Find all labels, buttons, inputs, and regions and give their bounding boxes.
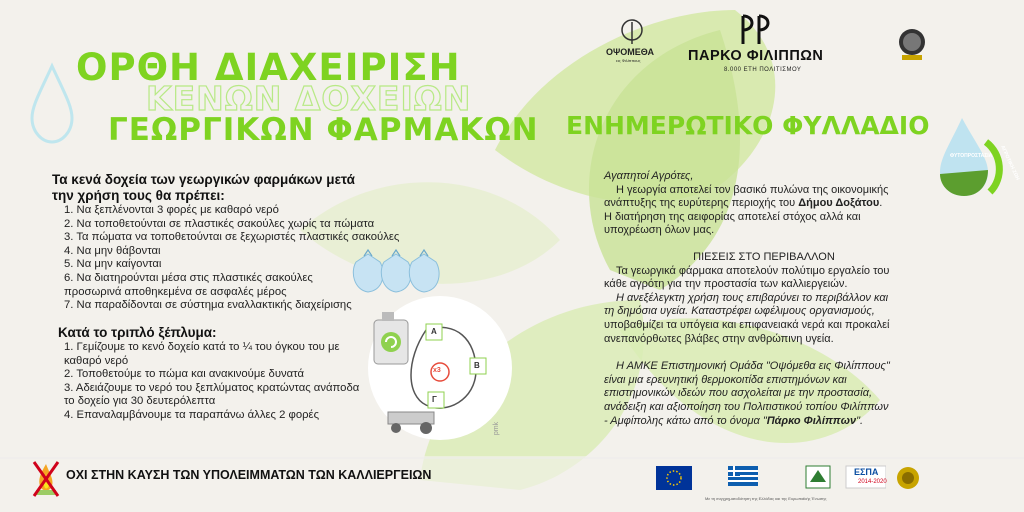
letter-p4-line5-end: ".: [856, 414, 864, 427]
municipality-name: Δήμου Δοξάτου: [798, 197, 880, 210]
espa-years: 2014-2020: [858, 479, 887, 485]
espa-logo-text: ΕΣΠΑ: [854, 467, 879, 477]
park-philippi-subtitle: 8.000 ΕΤΗ ΠΟΛΙΤΙΣΜΟΥ: [724, 67, 802, 73]
letter-p3-line3: υποβαθμίζει τα υπόγεια και επιφανειακά νερά και προκαλεί: [604, 318, 890, 331]
brand-name: Πάρκο Φιλίππων: [766, 414, 857, 427]
letter-heading: ΠΙΕΣΕΙΣ ΣΤΟ ΠΕΡΙΒΑΛΛΟΝ: [693, 250, 835, 263]
farm-life-arc-label: ΑΓΡΟΤΙΚΗ ΖΩΗ: [999, 144, 1021, 182]
leader-logo-icon: [806, 466, 830, 488]
letter-p1-line2: [604, 197, 924, 211]
container-icon: [374, 312, 408, 364]
triple-rinse-diagram: [366, 300, 516, 440]
letter-p1-line2-text: ανάπτυξης της ευρύτερης περιοχής του: [604, 197, 799, 210]
brochure-title: ΕΝΗΜΕΡΩΤΙΚΟ ΦΥΛΛΑΔΙΟ: [566, 111, 930, 140]
list-item: 2. Να τοποθετούνται σε πλαστικές σακούλες χωρίς τα πώματα: [64, 217, 375, 230]
list-item: 7. Να παραδίδονται σε σύστημα εναλλακτικής διαχείρισης: [64, 299, 352, 312]
list-item: το δοχείο για 30 δευτερόλεπτα: [64, 395, 216, 408]
letter-p3-line4: ανεπανόρθωτες βλάβες στην ανθρώπινη υγεία.: [604, 332, 834, 345]
main-title-line3: ΓΕΩΡΓΙΚΩΝ ΦΑΡΜΑΚΩΝ: [108, 112, 539, 148]
letter-p4-line5: [604, 415, 924, 429]
letter-p4-line1: Η ΑΜΚΕ Επιστημονική Ομάδα "Οψόμεθα εις Φιλίππους": [616, 360, 890, 373]
list-item: 4. Επαναλαμβάνουμε τα παραπάνω άλλες 2 φορές: [64, 408, 320, 421]
step-a-label: Α: [431, 327, 437, 336]
greek-flag-icon: [728, 466, 758, 486]
main-title-line1: ΟΡΘΗ ΔΙΑΧΕΙΡΙΣΗ: [76, 46, 461, 89]
plastic-bags-illustration: [350, 248, 445, 296]
main-title-line2: ΚΕΝΩΝ ΔΟΧΕΙΩΝ: [146, 79, 472, 118]
footer-slogan: ΟΧΙ ΣΤΗΝ ΚΑΥΣΗ ΤΩΝ ΥΠΟΛΕΙΜΜΑΤΩΝ ΤΩΝ ΚΑΛΛΙΕΡΓΕΙΩΝ: [66, 468, 432, 482]
list-item: 2. Τοποθετούμε το πώμα και ανακινούμε δυνατά: [64, 368, 305, 381]
list-item: 3. Αδειάζουμε το νερό του ξεπλύματος κρατώντας ανάποδα: [64, 381, 360, 394]
funding-note: Με τη συγχρηματοδότηση της Ελλάδας και της Ευρωπαϊκής Ένωσης: [705, 496, 827, 501]
list-item: καθαρό νερό: [64, 354, 129, 367]
section1-heading-line2: την χρήση τους θα πρέπει:: [52, 188, 225, 203]
letter-p4-line2: είναι μια ερευνητική θερμοκοιτίδα επιστημόνων και: [604, 373, 847, 386]
opsomeqa-name: ΟΨΟΜΕΘΑ: [606, 47, 655, 57]
letter-body: [604, 170, 924, 428]
letter-p1-line2-end: .: [879, 197, 883, 210]
list-item: προσωρινά αποθηκεμένα σε ασφαλές μέρος: [64, 285, 287, 298]
crop-protection-label: ΦΥΤΟΠΡΟΣΤΑΣΙΑ: [950, 153, 993, 159]
letter-p1-line1: Η γεωργία αποτελεί τον βασικό πυλώνα της οικονομικής: [616, 183, 889, 196]
letter-p4-line5-text: - Αμφίπολης κάτω από το όνομα ": [604, 414, 767, 427]
step-c-label: Γ: [432, 395, 437, 404]
list-item: 5. Να μην καίγονται: [64, 258, 162, 271]
park-philippi-name: ΠΑΡΚΟ ΦΙΛΙΠΠΩΝ: [688, 48, 824, 64]
eu-flag-icon: [656, 466, 692, 490]
list-item: 3. Τα πώματα να τοποθετούνται σε ξεχωριστές πλαστικές σακούλες: [64, 231, 400, 244]
section2-heading: Κατά το τριπλό ξέπλυμα:: [58, 325, 217, 340]
list-item: 1. Να ξεπλένονται 3 φορές με καθαρό νερό: [64, 204, 279, 216]
step-b-label: Β: [474, 361, 480, 370]
section2-list: [64, 341, 359, 423]
letter-p4-line4: ανάδειξη και αξιοποίηση του Πολιτιστικού τοπίου Φιλίππων: [604, 400, 889, 413]
letter-p3-line2: τη δημόσια υγεία. Καταστρέφει ωφέλιμους οργανισμούς,: [604, 305, 875, 318]
letter-p3-line1: Η ανεξέλεγκτη χρήση τους επιβαρύνει το περιβάλλον και: [616, 291, 889, 304]
opsomeqa-sub: εις Φιλίππους: [616, 58, 641, 63]
artist-signature: pmk: [493, 421, 501, 436]
section1-heading: [52, 172, 355, 204]
municipality-seal-icon: [896, 26, 928, 62]
list-item: 6. Να διατηρούνται μέσα στις πλαστικές σακούλες: [64, 271, 313, 284]
tractor-icon: [388, 412, 434, 434]
opsomeqa-logo-icon: [617, 16, 647, 48]
section1-heading-line1: Τα κενά δοχεία των γεωργικών φαρμάκων μετά: [52, 172, 355, 187]
park-philippi-logo-icon: [735, 12, 775, 46]
emblem-icon: [894, 464, 922, 492]
list-item: 1. Γεμίζουμε το κενό δοχείο κατά το ¼ του όγκου του με: [64, 341, 340, 353]
letter-p2-line2: κάθε αγρότη για την προστασία των καλλιεργειών.: [604, 278, 848, 291]
list-item: 4. Να μην θάβονται: [64, 244, 161, 257]
times-three-label: x3: [433, 367, 441, 374]
funding-logos: [656, 462, 886, 494]
letter-p1-line4: υποχρέωση όλων μας.: [604, 224, 715, 237]
letter-p2-line1: Τα γεωργικά φάρμακα αποτελούν πολύτιμο εργαλείο του: [616, 264, 890, 277]
water-drop-left: [32, 66, 72, 142]
letter-p1-line3: Η διατήρηση της αειφορίας αποτελεί στόχος αλλά και: [604, 210, 861, 223]
letter-p4-line3: επιστημονικών ιδεών που ασχολείται με την προστασία,: [604, 387, 873, 400]
letter-greeting: Αγαπητοί Αγρότες,: [604, 170, 694, 182]
no-burning-icon: [30, 458, 62, 498]
